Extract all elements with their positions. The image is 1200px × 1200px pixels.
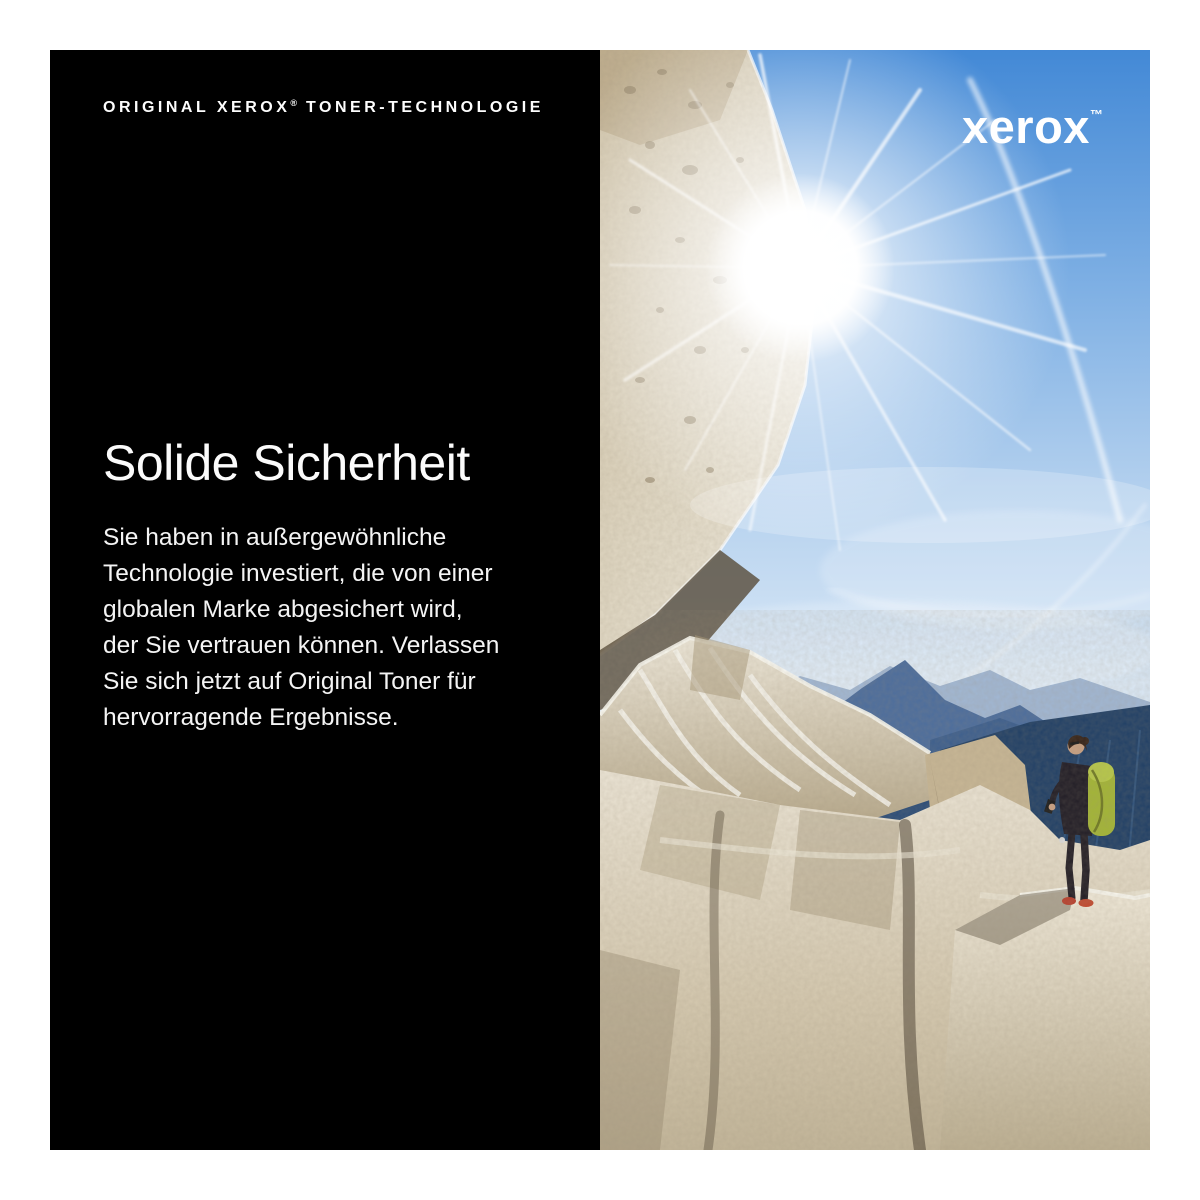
body-line: hervorragende Ergebnisse. <box>103 704 399 731</box>
body-line: der Sie vertrauen können. Verlassen <box>103 632 500 659</box>
body-copy <box>103 520 499 736</box>
registered-trademark: ® <box>290 98 299 108</box>
xerox-logo <box>962 90 1103 152</box>
photo-scene <box>600 50 1150 1150</box>
eyebrow-part2: TONER-TECHNOLOGIE <box>306 99 544 116</box>
body-line: Sie sich jetzt auf Original Toner für <box>103 668 476 695</box>
left-text-panel <box>50 50 600 1150</box>
eyebrow-part1: ORIGINAL XEROX <box>103 99 291 116</box>
body-line: Technologie investiert, die von einer <box>103 560 493 587</box>
xerox-logo-text: xerox <box>962 100 1090 153</box>
body-line: globalen Marke abgesichert wird, <box>103 596 463 623</box>
photo-panel <box>600 50 1150 1150</box>
trademark-symbol: ™ <box>1089 107 1103 122</box>
headline: Solide Sicherheit <box>103 435 470 491</box>
eyebrow-text <box>103 98 544 117</box>
body-line: Sie haben in außergewöhnliche <box>103 524 447 551</box>
